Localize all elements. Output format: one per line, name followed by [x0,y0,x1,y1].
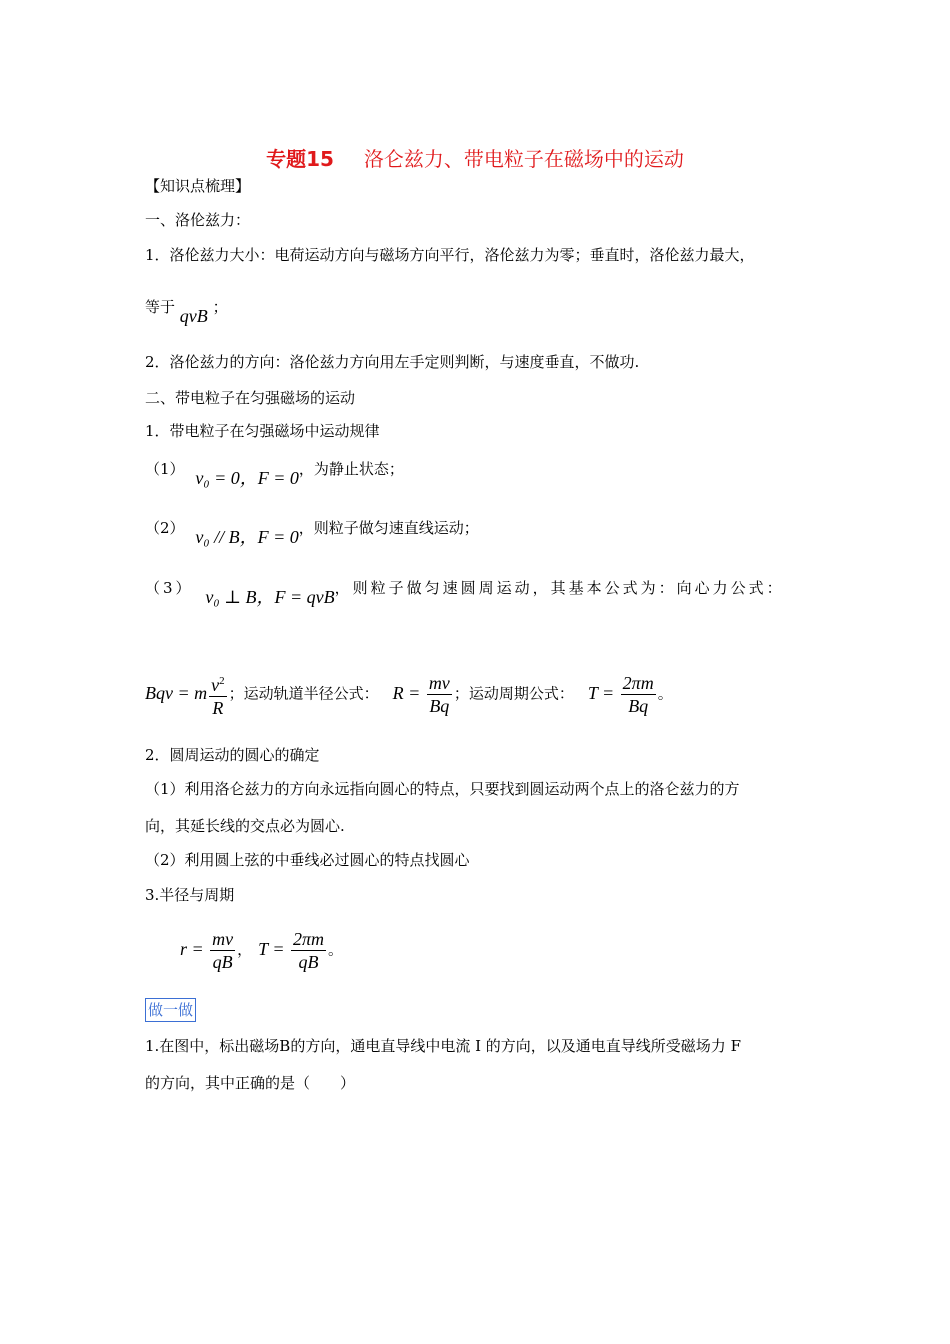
case-1-formula: v₀ = 0，F = 0 [195,468,299,488]
text-equal-to: 等于 [145,298,176,316]
formula-row [145,670,673,719]
text-period-formula-label: ；运动周期公式： [453,684,574,703]
practice-label: 做一做 [145,998,196,1022]
case-3-label: （3） [145,579,194,597]
paragraph-force-direction: 2．洛伦兹力的方向：洛伦兹力方向用左手定则判断，与速度垂直，不做功. [145,353,640,371]
subheading-circle-center: 2．圆周运动的圆心的确定 [145,746,320,764]
text-comma: ， [237,940,253,959]
case-1-text: ，为静止状态； [298,460,404,478]
subheading-radius-period: 3.半径与周期 [145,886,235,904]
heading-lorentz-force: 一、洛伦兹力： [145,211,251,229]
page-title [0,143,950,172]
subheading-motion-law: 1．带电粒子在匀强磁场中运动规律 [145,422,380,440]
case-2-label: （2） [145,519,185,537]
formula-radius-period [180,928,343,973]
text-period-end: 。 [657,684,673,703]
method-2: （2）利用圆上弦的中垂线必过圆心的特点找圆心 [145,851,470,869]
case-1 [145,458,404,488]
case-2-text: ，则粒子做匀速直线运动； [298,519,479,537]
formula-r: r = $\frac{mv}{qB}$ [180,929,234,972]
method-1-cont: 向，其延长线的交点必为圆心. [145,817,345,835]
case-2 [145,517,479,547]
case-3 [145,577,785,607]
case-3-text: ，则粒子做匀速圆周运动，其基本公式为：向心力公式： [334,579,785,597]
method-1: （1）利用洛仑兹力的方向永远指向圆心的特点，只要找到圆运动两个点上的洛仑兹力的方 [145,780,740,798]
paragraph-force-magnitude: 1．洛伦兹力大小：电荷运动方向与磁场方向平行，洛伦兹力为零；垂直时，洛伦兹力最大， [145,246,755,264]
heading-particle-motion: 二、带电粒子在匀强磁场的运动 [145,389,356,407]
section-header: 【知识点梳理】 [145,177,251,195]
title-number: 专题15 [266,147,334,171]
question-1-line-2: 的方向，其中正确的是（ ） [145,1074,356,1092]
question-1-line-1: 1.在图中，标出磁场B的方向，通电直导线中电流 I 的方向，以及通电直导线所受磁场力 F [145,1037,741,1055]
formula-period: T = $\frac{2\pi m}{Bq}$ [587,673,654,716]
text-semicolon: ； [212,298,228,316]
formula-T: T = $\frac{2\pi m}{qB}$ [258,929,325,972]
title-text: 洛仑兹力、带电粒子在磁场中的运动 [363,147,684,171]
case-3-formula: v₀ ⊥ B，F = qvB [205,587,335,607]
text-end: 。 [328,940,344,959]
formula-qvB: qvB [179,306,208,326]
text-radius-formula-label: ；运动轨道半径公式： [228,684,379,703]
formula-centripetal: Bqv = m $\frac{v^2}{R}$ [145,675,225,718]
paragraph-force-magnitude-cont [145,296,228,326]
case-1-label: （1） [145,460,185,478]
formula-radius: R = $\frac{mv}{Bq}$ [392,673,450,716]
case-2-formula: v₀ // B，F = 0 [195,527,299,547]
